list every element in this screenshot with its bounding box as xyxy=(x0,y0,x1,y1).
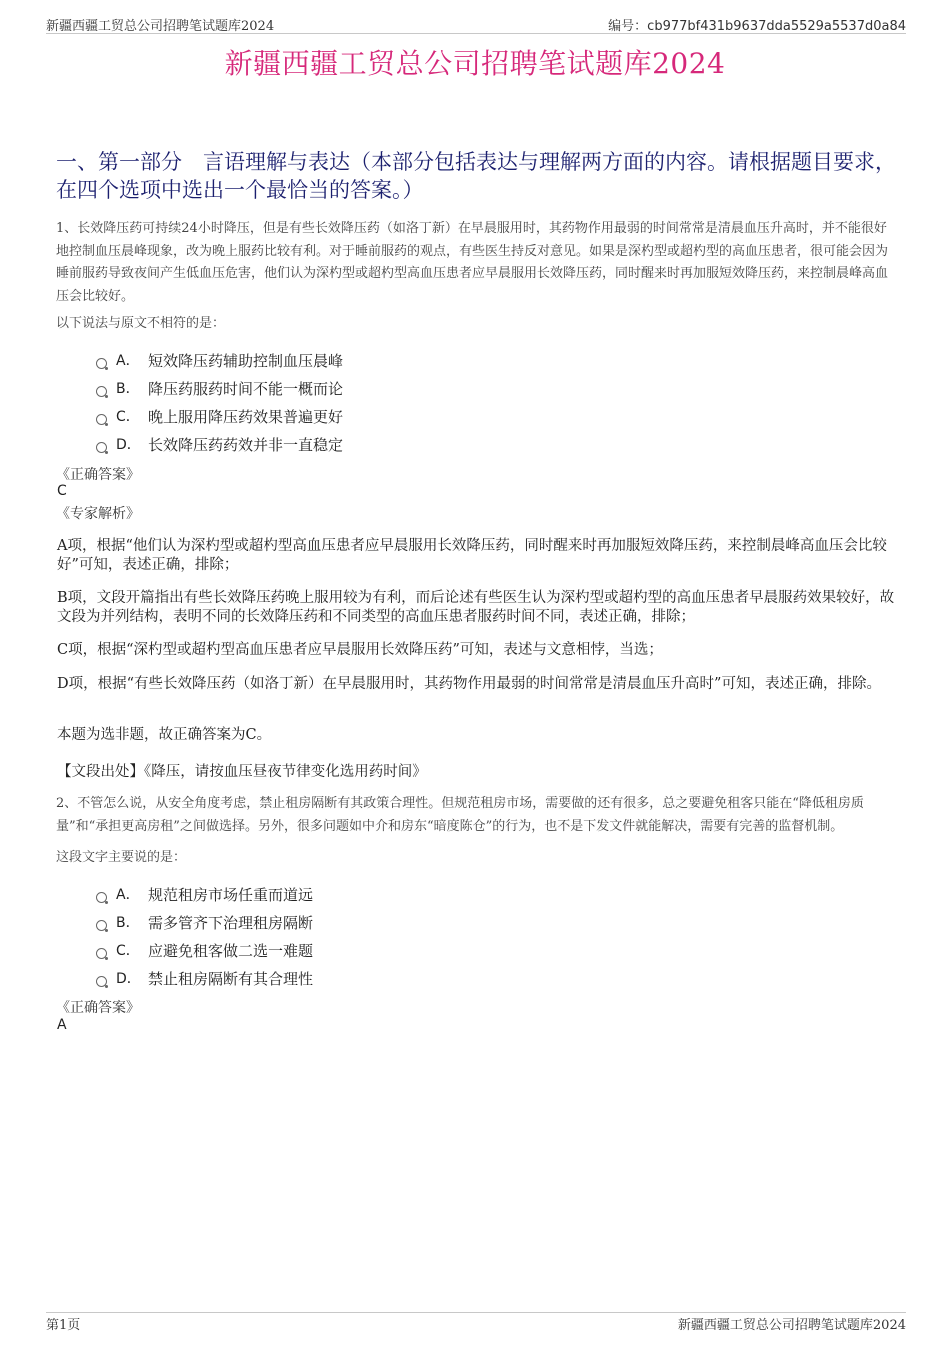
header-divider xyxy=(46,33,906,34)
radio-icon[interactable] xyxy=(96,358,107,369)
radio-icon[interactable] xyxy=(96,976,107,987)
radio-icon[interactable] xyxy=(96,414,107,425)
option-text: 应避免租客做二选一难题 xyxy=(148,941,314,960)
analysis-a: A项，根据“他们认为深杓型或超杓型高血压患者应早晨服用长效降压药，同时醒来时再加服短效降压药，来控制晨峰高血压会比较好”可知，表述正确，排除； xyxy=(57,538,887,573)
option-d[interactable]: D． 禁止租房隔断有其合理性 xyxy=(96,964,796,992)
option-a[interactable]: A． 短效降压药辅助控制血压晨峰 xyxy=(96,346,796,374)
document-title: 新疆西疆工贸总公司招聘笔试题库2024 xyxy=(224,47,726,80)
question-1-prompt: 以下说法与原文不相符的是： xyxy=(56,316,226,331)
header-code-label: 编号： xyxy=(608,19,648,34)
question-2-text: 2、不管怎么说，从安全角度考虑，禁止租房隔断有其政策合理性。但规范租房市场，需要做的还有很多，总之要避免租客只能在“降低租房质量”和“承担更高房租”之间做选择。另外，很多问题如中介和房东“暗度陈仓”的行为，也不是下发文件就能解决，需要有完善的监督机制。 xyxy=(56,796,864,834)
analysis-d: D项，根据“有些长效降压药（如洛丁新）在早晨服用时，其药物作用最弱的时间常常是清晨血压升高时”可知，表述正确，排除。 xyxy=(57,676,881,692)
answer-value: C xyxy=(57,483,67,499)
question-1-text: 1、长效降压药可持续24小时降压，但是有些长效降压药（如洛丁新）在早晨服用时，其药物作用最弱的时间常常是清晨血压升高时，并不能很好地控制血压晨峰现象，改为晚上服药比较有利。对于睡前服药的观点，有些医生持反对意见。如果是深杓型或超杓型的高血压患者，很可能会因为睡前服药导致夜间产生低血压危害，他们认为深杓型或超杓型高血压患者应早晨服用长效降压药，同时醒来时再加服短效降压药，来控制晨峰高血压会比较好。 xyxy=(56,221,889,304)
option-text: 短效降压药辅助控制血压晨峰 xyxy=(148,351,344,370)
option-text: 规范租房市场任重而道远 xyxy=(148,885,314,904)
analysis-conclusion: 本题为选非题，故正确答案为C。 xyxy=(57,727,272,743)
answer-label: 《正确答案》 xyxy=(56,467,140,483)
analysis-b: B项，文段开篇指出有些长效降压药晚上服用较为有利，而后论述有些医生认为深杓型或超杓型的高血压患者早晨服药效果较好，故文段为并列结构，表明不同的长效降压药和不同类型的高血压患者服药时间不同，表述正确，排除； xyxy=(57,590,895,625)
option-text: 晚上服用降压药效果普遍更好 xyxy=(148,407,344,426)
section-heading: 一、第一部分 言语理解与表达（本部分包括表达与理解两方面的内容。请根据题目要求，在四个选项中选出一个最恰当的答案。） xyxy=(56,150,896,202)
option-d[interactable]: D． 长效降压药药效并非一直稳定 xyxy=(96,430,796,458)
option-c[interactable]: C． 应避免租客做二选一难题 xyxy=(96,936,796,964)
option-text: 禁止租房隔断有其合理性 xyxy=(148,969,314,988)
option-text: 降压药服药时间不能一概而论 xyxy=(148,379,344,398)
radio-icon[interactable] xyxy=(96,948,107,959)
option-b[interactable]: B． 需多管齐下治理租房隔断 xyxy=(96,908,796,936)
option-b[interactable]: B． 降压药服药时间不能一概而论 xyxy=(96,374,796,402)
header-title: 新疆西疆工贸总公司招聘笔试题库2024 xyxy=(46,19,275,34)
header-code xyxy=(608,15,906,34)
analysis-c: C项，根据“深杓型或超杓型高血压患者应早晨服用长效降压药”可知，表述与文意相悖，当选； xyxy=(57,642,663,658)
radio-icon[interactable] xyxy=(96,920,107,931)
answer-label: 《正确答案》 xyxy=(56,1000,140,1016)
option-a[interactable]: A． 规范租房市场任重而道远 xyxy=(96,880,796,908)
footer-title: 新疆西疆工贸总公司招聘笔试题库2024 xyxy=(677,1318,906,1333)
answer-value: A xyxy=(57,1017,67,1033)
question-2-options xyxy=(96,880,796,992)
analysis-label: 《专家解析》 xyxy=(56,506,140,522)
footer-divider xyxy=(46,1312,906,1313)
radio-icon[interactable] xyxy=(96,892,107,903)
source-citation: 【文段出处】《降压，请按血压昼夜节律变化选用药时间》 xyxy=(57,764,427,780)
option-c[interactable]: C． 晚上服用降压药效果普遍更好 xyxy=(96,402,796,430)
radio-icon[interactable] xyxy=(96,442,107,453)
question-1-options xyxy=(96,346,796,458)
page-number: 第1页 xyxy=(46,1318,81,1333)
option-text: 长效降压药药效并非一直稳定 xyxy=(148,435,344,454)
question-2-prompt: 这段文字主要说的是： xyxy=(56,850,187,865)
radio-icon[interactable] xyxy=(96,386,107,397)
option-text: 需多管齐下治理租房隔断 xyxy=(148,913,314,932)
header-code-value: cb977bf431b9637dda5529a5537d0a84 xyxy=(647,19,906,34)
